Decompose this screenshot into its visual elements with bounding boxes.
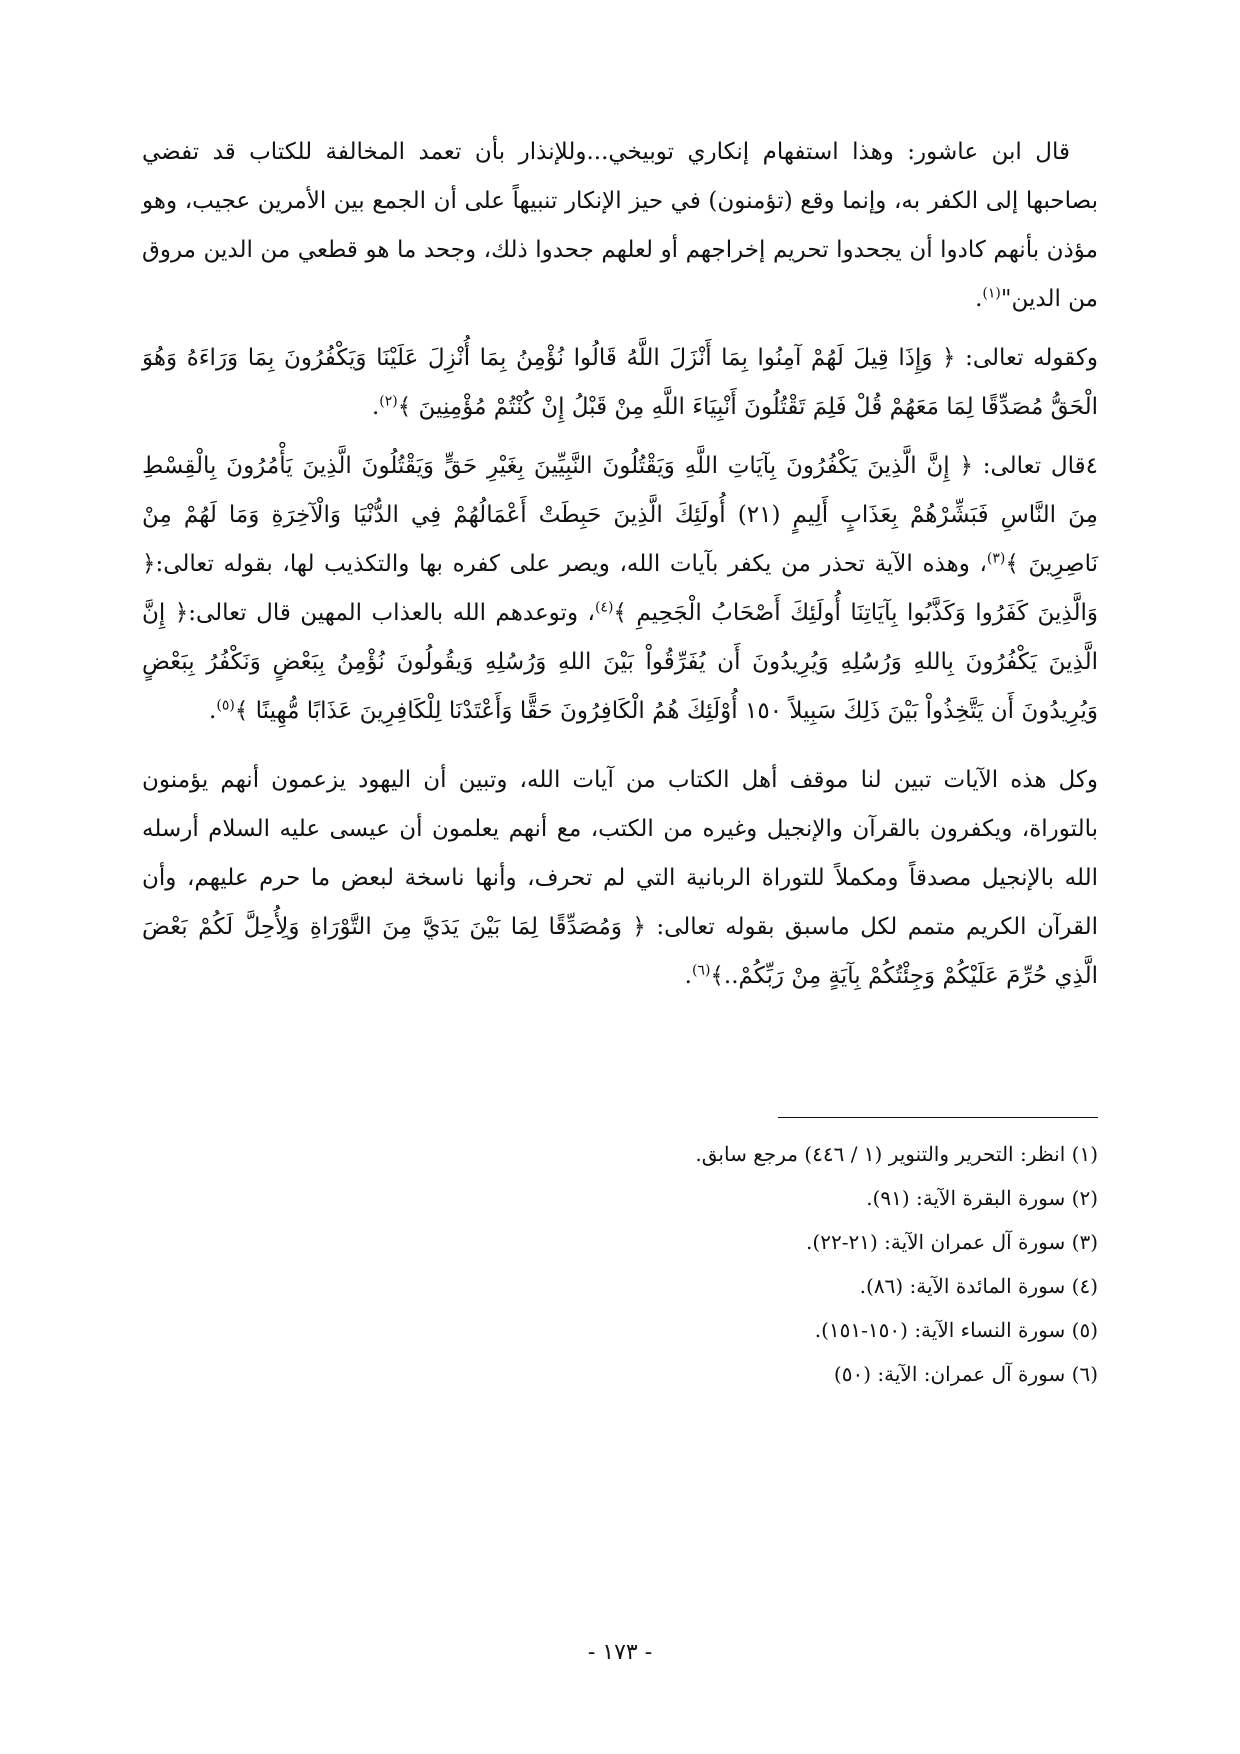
paragraph-baqarah-verse <box>142 334 1098 432</box>
footnote-item: (١) انظر: التحرير والتنوير (١ / ٤٤٦) مرجع سابق. <box>695 1142 1098 1166</box>
paragraph-tail: . <box>209 698 217 724</box>
footnote-item: (٢) سورة البقرة الآية: (٩١). <box>866 1186 1098 1210</box>
paragraph-tail: . <box>975 286 983 312</box>
main-text <box>142 128 1098 1011</box>
footnote-ref: (٢) <box>379 393 398 410</box>
footnote-ref: (٣) <box>986 550 1006 567</box>
footnotes <box>398 1132 1098 1396</box>
footnote-ref: (١) <box>982 285 1001 302</box>
footnote-item: (٥) سورة النساء الآية: (١٥٠-١٥١). <box>814 1318 1098 1342</box>
footnote-ref: (٥) <box>216 697 235 714</box>
footnote-ref: (٦) <box>691 962 711 979</box>
paragraph-text-continued: ، وتوعدهم الله بالعذاب المهين قال تعالى:﴿ إِنَّ الَّذِينَ يَكْفُرُونَ بِاللهِ وَرُسُلِهِ وَيُرِيدُونَ أَن يُفَرِّقُواْ بَيْنَ اللهِ وَرُسُلِهِ وَيقُولُونَ نُؤْمِنُ بِبَعْضٍ وَنَكْفُرُ بِبَعْضٍ وَيُرِيدُونَ أَن يَتَّخِذُواْ بَيْنَ ذَلِكَ سَبِيلاً ١٥٠ أُوْلَئِكَ هُمُ الْكَافِرُونَ حَقًّا وَأَعْتَدْنَا لِلْكَافِرِينَ عَذَابًا مُّهِينًا ﴾ <box>142 600 1099 724</box>
footnote-item: (٣) سورة آل عمران الآية: (٢١-٢٢). <box>806 1230 1098 1254</box>
paragraph-ibn-ashur-quote <box>142 128 1098 324</box>
paragraph-text-continued: ، وهذه الآية تحذر من يكفر بآيات الله، ويصر على كفره بها والتكذيب لها، بقوله تعالى:﴿ وَالَّذِينَ كَفَرُوا وَكَذَّبُوا بِآيَاتِنَا أُولَئِكَ أَصْحَابُ الْجَحِيمِ ﴾ <box>142 551 1099 626</box>
paragraph-tail: . <box>684 963 692 989</box>
footnote-item: (٦) سورة آل عمران: الآية: (٥٠) <box>833 1362 1098 1386</box>
paragraph-text: وكقوله تعالى: ﴿ وَإِذَا قِيلَ لَهُمْ آمِنُوا بِمَا أَنْزَلَ اللَّهُ قَالُوا نُؤْمِنُ بِمَا أُنْزِلَ عَلَيْنَا وَيَكْفُرُونَ بِمَا وَرَاءَهُ وَهُوَ الْحَقُّ مُصَدِّقًا لِمَا مَعَهُمْ قُلْ فَلِمَ تَقْتُلُونَ أَنْبِيَاءَ اللَّهِ مِنْ قَبْلُ إِنْ كُنْتُمْ مُؤْمِنِينَ ﴾ <box>142 345 1098 420</box>
paragraph-text: قال ابن عاشور: وهذا استفهام إنكاري توبيخي...وللإنذار بأن تعمد المخالفة للكتاب قد تفضي بصاحبها إلى الكفر به، وإنما وقع (تؤمنون) في حيز الإنكار تنبيهاً على أن الجمع بين الأمرين عجيب، وهو مؤذن بأنهم كادوا أن يجحدوا تحريم إخراجهم أو لعلهم جحدوا ذلك، وجحد ما هو قطعي من الدين مروق من الدين" <box>142 139 1098 312</box>
footnote-item: (٤) سورة المائدة الآية: (٨٦). <box>859 1274 1098 1298</box>
paragraph-conclusion <box>142 756 1098 1001</box>
footnote-ref: (٤) <box>594 599 614 616</box>
page-number: - ١٧٣ - <box>587 1640 653 1665</box>
paragraph-text: ٤قال تعالى: ﴿ إِنَّ الَّذِينَ يَكْفُرُونَ بِآيَاتِ اللَّهِ وَيَقْتُلُونَ النَّبِيِّينَ بِغَيْرِ حَقٍّ وَيَقْتُلُونَ الَّذِينَ يَأْمُرُونَ بِالْقِسْطِ مِنَ النَّاسِ فَبَشِّرْهُمْ بِعَذَابٍ أَلِيمٍ (٢١) أُولَئِكَ الَّذِينَ حَبِطَتْ أَعْمَالُهُمْ فِي الدُّنْيَا وَالْآخِرَةِ وَمَا لَهُمْ مِنْ نَاصِرِينَ ﴾ <box>142 453 1098 577</box>
paragraph-text: وكل هذه الآيات تبين لنا موقف أهل الكتاب من آيات الله، وتبين أن اليهود يزعمون أنهم يؤمنون بالتوراة، ويكفرون بالقرآن والإنجيل وغيره من الكتب، مع أنهم يعلمون أن عيسى عليه السلام أرسله الله بالإنجيل مصدقاً ومكملاً للتوراة الربانية التي لم تحرف، وأنها ناسخة لبعض ما حرم عليهم، وأن القرآن الكريم متمم لكل ماسبق بقوله تعالى: ﴿ وَمُصَدِّقًا لِمَا بَيْنَ يَدَيَّ مِنَ التَّوْرَاةِ وَلِأُحِلَّ لَكُمْ بَعْضَ الَّذِي حُرِّمَ عَلَيْكُمْ وَجِئْتُكُمْ بِآيَةٍ مِنْ رَبِّكُمْ..﴾ <box>142 767 1098 989</box>
paragraph-tail: . <box>371 394 380 420</box>
footnote-separator <box>778 1117 1098 1118</box>
paragraph-verses-on-disbelief <box>142 442 1098 736</box>
